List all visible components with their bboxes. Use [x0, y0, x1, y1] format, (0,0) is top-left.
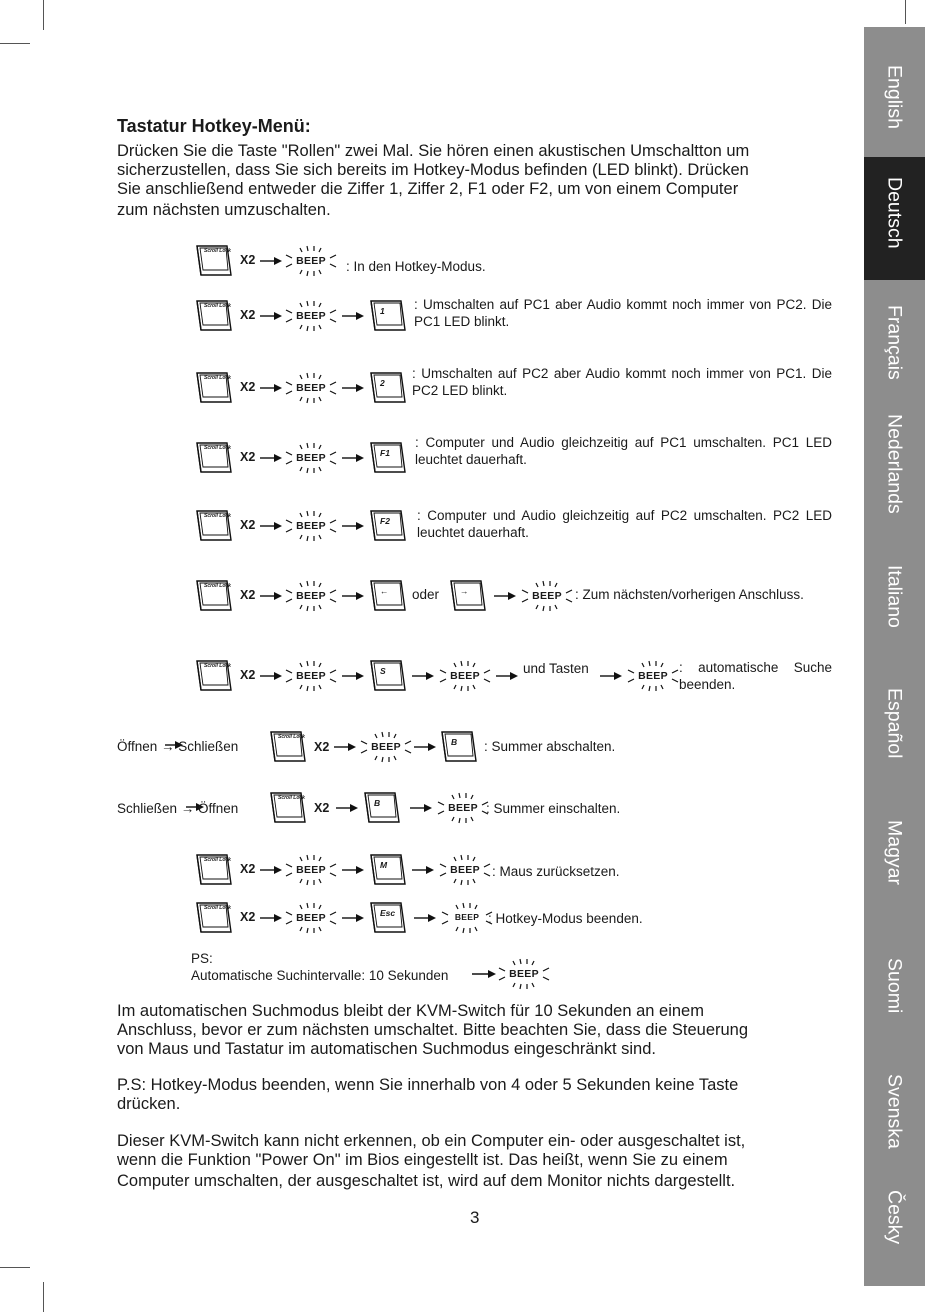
- hotkey-description: : Umschalten auf PC1 aber Audio kommt noch immer von PC2. Die PC1 LED blinkt.: [414, 297, 832, 329]
- scroll-lock-key-icon: Scroll Lock: [196, 580, 232, 611]
- key-icon: ←: [370, 580, 406, 611]
- arrow-right-icon: [336, 803, 358, 813]
- intro-paragraph: Drücken Sie die Taste "Rollen" zwei Mal. Sie hören einen akustischen Umschaltton um sicherzustellen, dass Sie sich bereits im Hotkey-Modus befinden (LED blinkt). Drücken Sie anschließend entweder die Ziffer 1, Ziffer 2, F1 oder F2, um von einem Computer zum nächsten umzuschalten.: [117, 142, 750, 219]
- arrow-right-icon: [342, 453, 364, 463]
- arrow-right-icon: [496, 671, 518, 681]
- times-two-label: X2: [240, 518, 256, 532]
- crop-mark: [43, 0, 44, 30]
- arrow-right-icon: [260, 311, 282, 321]
- key-icon: F2: [370, 510, 406, 541]
- scroll-lock-key-icon: Scroll Lock: [196, 902, 232, 933]
- arrow-right-icon: [342, 913, 364, 923]
- scroll-lock-key-icon: Scroll Lock: [196, 660, 232, 691]
- hotkey-description: : Maus zurücksetzen.: [492, 864, 620, 879]
- beep-sound-icon: BEEP: [284, 441, 338, 475]
- beep-sound-icon: BEEP: [284, 853, 338, 887]
- arrow-right-icon: [334, 742, 356, 752]
- key-icon: B: [364, 792, 400, 823]
- crop-mark: [905, 0, 906, 24]
- arrow-right-icon: [342, 591, 364, 601]
- tab-cesky[interactable]: Česky: [883, 1190, 906, 1245]
- row-prefix: Schließen → Öffnen: [117, 801, 239, 816]
- arrow-right-icon: [342, 521, 364, 531]
- key-icon: F1: [370, 442, 406, 473]
- times-two-label: X2: [240, 862, 256, 876]
- scroll-lock-key-icon: Scroll Lock: [270, 792, 306, 823]
- times-two-label: X2: [240, 450, 256, 464]
- beep-sound-icon: BEEP: [284, 299, 338, 333]
- tab-suomi[interactable]: Suomi: [883, 958, 906, 1014]
- beep-sound-icon: BEEP: [284, 579, 338, 613]
- arrow-right-icon: [414, 913, 436, 923]
- key-icon: 1: [370, 300, 406, 331]
- arrow-right-icon: [600, 671, 622, 681]
- arrow-right-icon: [342, 383, 364, 393]
- language-tabs: [864, 27, 925, 1286]
- arrow-right-icon: [414, 742, 436, 752]
- times-two-label: X2: [240, 380, 256, 394]
- page-number: 3: [470, 1208, 480, 1227]
- arrow-right-icon: [260, 383, 282, 393]
- hotkey-description: : Hotkey-Modus beenden.: [488, 911, 643, 926]
- arrow-right-icon: [260, 591, 282, 601]
- key-icon: →: [450, 580, 486, 611]
- times-two-label: X2: [240, 308, 256, 322]
- tab-magyar[interactable]: Magyar: [883, 820, 906, 886]
- beep-sound-icon: BEEP: [359, 730, 413, 764]
- connector-label: und Tasten: [523, 661, 589, 676]
- arrow-right-icon: [260, 256, 282, 266]
- beep-sound-icon: BEEP: [284, 244, 338, 278]
- tab-english[interactable]: English: [883, 65, 906, 129]
- arrow-right-icon: [410, 803, 432, 813]
- scroll-lock-key-icon: Scroll Lock: [196, 854, 232, 885]
- beep-sound-icon: BEEP: [440, 901, 494, 935]
- beep-sound-icon: BEEP: [520, 579, 574, 613]
- ps-label: PS:: [191, 951, 213, 966]
- crop-mark: [0, 1267, 30, 1268]
- connector-label: oder: [412, 587, 440, 602]
- beep-sound-icon: BEEP: [284, 901, 338, 935]
- hotkey-description: : automatische Suche beenden.: [679, 660, 832, 692]
- scroll-lock-key-icon: Scroll Lock: [196, 372, 232, 403]
- arrow-right-icon: [260, 913, 282, 923]
- arrow-right-icon: [472, 969, 496, 979]
- arrow-right-icon: [260, 521, 282, 531]
- crop-mark: [0, 43, 30, 44]
- crop-mark: [43, 1282, 44, 1312]
- ps-note: Automatische Suchintervalle: 10 Sekunden: [191, 968, 449, 983]
- scroll-lock-key-icon: Scroll Lock: [196, 442, 232, 473]
- times-two-label: X2: [240, 588, 256, 602]
- arrow-right-icon: [412, 671, 434, 681]
- scroll-lock-key-icon: Scroll Lock: [270, 731, 306, 762]
- tab-espanol[interactable]: Español: [883, 688, 906, 759]
- arrow-right-icon: [260, 671, 282, 681]
- key-icon: B: [441, 731, 477, 762]
- arrow-right-icon: [342, 865, 364, 875]
- arrow-right-icon: [494, 591, 516, 601]
- beep-sound-icon: BEEP: [626, 659, 680, 693]
- hotkey-description: : Zum nächsten/vorherigen Anschluss.: [575, 587, 804, 602]
- key-icon: M: [370, 854, 406, 885]
- arrow-right-icon: [342, 671, 364, 681]
- body-paragraph: P.S: Hotkey-Modus beenden, wenn Sie innerhalb von 4 oder 5 Sekunden keine Taste drücken.: [117, 1076, 739, 1113]
- key-icon: S: [370, 660, 406, 691]
- tab-nederlands[interactable]: Nederlands: [883, 414, 906, 514]
- beep-sound-icon: BEEP: [438, 659, 492, 693]
- key-icon: 2: [370, 372, 406, 403]
- hotkey-description: : Summer abschalten.: [484, 739, 616, 754]
- beep-sound-icon: BEEP: [438, 853, 492, 887]
- key-icon: Esc: [370, 902, 406, 933]
- hotkey-description: : Computer und Audio gleichzeitig auf PC1 umschalten. PC1 LED leuchtet dauerhaft.: [415, 435, 832, 467]
- beep-sound-icon: BEEP: [284, 659, 338, 693]
- hotkey-description: : Computer und Audio gleichzeitig auf PC2 umschalten. PC2 LED leuchtet dauerhaft.: [417, 508, 832, 540]
- arrow-right-icon: [260, 865, 282, 875]
- beep-sound-icon: BEEP: [284, 509, 338, 543]
- scroll-lock-key-icon: Scroll Lock: [196, 245, 232, 276]
- times-two-label: X2: [314, 740, 330, 754]
- body-paragraph: Dieser KVM-Switch kann nicht erkennen, ob ein Computer ein- oder ausgeschaltet ist, wenn die Funktion "Power On" im Bios eingestellt ist. Das heißt, wenn Sie zu einem Computer umschalten, der ausgeschaltet ist, wird auf dem Monitor nichts dargestellt.: [117, 1132, 746, 1190]
- hotkey-description: : Umschalten auf PC2 aber Audio kommt noch immer von PC1. Die PC2 LED blinkt.: [412, 366, 832, 398]
- page-title: Tastatur Hotkey-Menü:: [117, 116, 311, 136]
- beep-sound-icon: BEEP: [497, 957, 551, 991]
- times-two-label: X2: [314, 801, 330, 815]
- scroll-lock-key-icon: Scroll Lock: [196, 510, 232, 541]
- hotkey-description: : Summer einschalten.: [486, 801, 621, 816]
- tab-italiano[interactable]: Italiano: [883, 565, 906, 628]
- scroll-lock-key-icon: Scroll Lock: [196, 300, 232, 331]
- arrow-right-icon: [412, 865, 434, 875]
- body-paragraph: Im automatischen Suchmodus bleibt der KVM-Switch für 10 Sekunden an einem Anschluss, bevor er zum nächsten umschaltet. Bitte beachten Sie, dass die Steuerung von Maus und Tastatur im automatischen Suchmodus eingeschränkt sind.: [117, 1002, 749, 1058]
- tab-svenska[interactable]: Svenska: [883, 1074, 906, 1149]
- arrow-right-icon: [342, 311, 364, 321]
- beep-sound-icon: BEEP: [284, 371, 338, 405]
- times-two-label: X2: [240, 910, 256, 924]
- beep-sound-icon: BEEP: [436, 791, 490, 825]
- row-prefix: Öffnen → Schließen: [117, 739, 239, 754]
- hotkey-description: : In den Hotkey-Modus.: [346, 259, 486, 274]
- times-two-label: X2: [240, 253, 256, 267]
- tab-francais[interactable]: Français: [883, 305, 906, 380]
- times-two-label: X2: [240, 668, 256, 682]
- tab-deutsch[interactable]: Deutsch: [864, 157, 925, 280]
- arrow-right-icon: [260, 453, 282, 463]
